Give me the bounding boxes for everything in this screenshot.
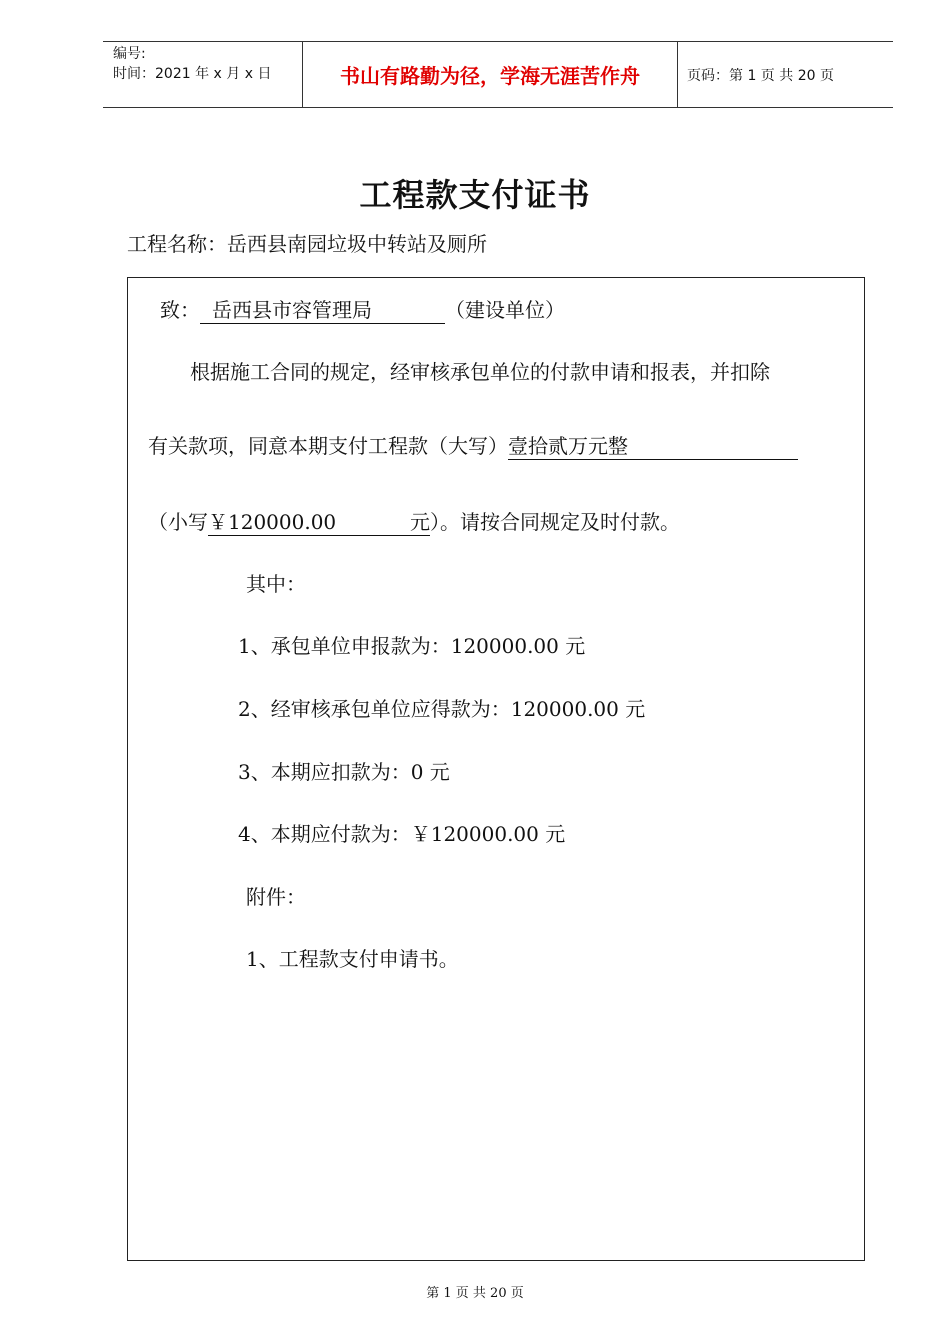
amount-in-words: 壹拾贰万元整 [508,430,798,460]
attachments-label: 附件： [246,885,306,909]
amount-numeric: ￥120000.00 [208,510,337,534]
paragraph-1: 根据施工合同的规定，经审核承包单位的付款申请和报表，并扣除 [190,360,770,384]
header-motto: 书山有路勤为径，学海无涯苦作舟 [303,42,678,107]
serial-number-label: 编号: [113,46,146,62]
attachment-item: 1、工程款支付申请书。 [246,947,459,971]
among-label: 其中： [246,572,306,596]
addressee-suffix: （建设单位） [445,298,565,322]
date-text: 时间：2021 年 x 月 x 日 [113,66,272,82]
item-1: 1、承包单位申报款为：120000.00 元 [238,634,586,658]
document-title: 工程款支付证书 [359,176,591,214]
paragraph-3-prefix: （小写 [148,510,208,534]
paragraph-3-suffix: ）。请按合同规定及时付款。 [430,510,680,534]
header-page-info: 页码：第 1 页 共 20 页 [687,67,834,84]
amount-numeric-field [208,506,430,536]
paragraph-2 [148,430,798,460]
page-header [103,41,893,108]
item-2: 2、经审核承包单位应得款为：120000.00 元 [238,697,646,721]
paragraph-2-text: 有关款项，同意本期支付工程款（大写） [148,434,508,458]
certificate-body [127,277,865,1261]
item-4: 4、本期应付款为：￥120000.00 元 [238,822,566,846]
project-name: 工程名称：岳西县南园垃圾中转站及厕所 [127,232,487,256]
addressee-line [160,294,565,324]
amount-unit: 元 [410,510,430,534]
item-3: 3、本期应扣款为：0 元 [238,760,450,784]
page-footer: 第 1 页 共 20 页 [426,1286,524,1301]
paragraph-3 [148,506,680,536]
header-meta [103,42,303,107]
addressee-prefix: 致： [160,298,200,322]
addressee-unit: 岳西县市容管理局 [200,294,445,324]
